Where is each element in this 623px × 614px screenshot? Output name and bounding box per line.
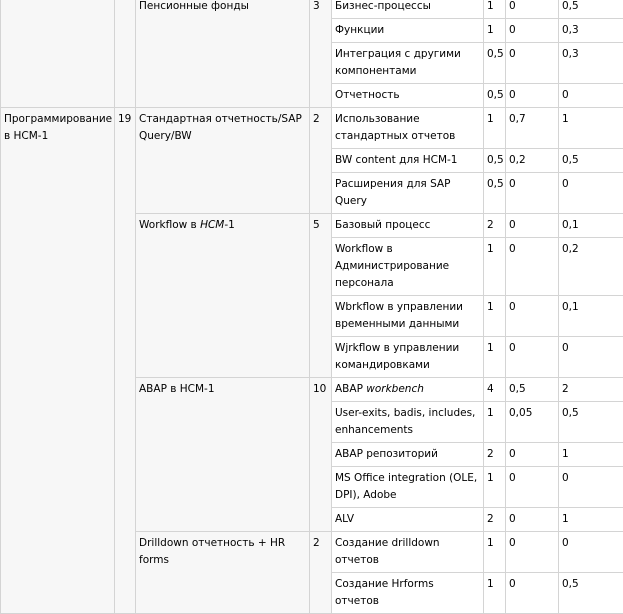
- value-a: 1: [484, 573, 506, 614]
- section-hours: 2: [310, 532, 332, 614]
- value-c: 0,1: [559, 296, 623, 337]
- topic-name: MS Office integration (OLE, DPI), Adobe: [332, 467, 484, 508]
- topic-name: Функции: [332, 19, 484, 43]
- value-b: 0: [506, 43, 559, 84]
- section-name-suffix: -1: [224, 219, 234, 231]
- topic-name: Wjrkflow в управлении командировками: [332, 337, 484, 378]
- value-b: 0: [506, 173, 559, 214]
- value-c: 0: [559, 337, 623, 378]
- value-a: 1: [484, 19, 506, 43]
- value-b: 0: [506, 508, 559, 532]
- module-name: Программирование в HCM-1: [1, 108, 115, 614]
- section-name: Drilldown отчетность + HR forms: [136, 532, 310, 614]
- value-b: 0: [506, 19, 559, 43]
- topic-name: ABAP репозиторий: [332, 443, 484, 467]
- module-hours-empty: [115, 0, 136, 108]
- value-a: 2: [484, 508, 506, 532]
- topic-name: ALV: [332, 508, 484, 532]
- value-b: 0: [506, 238, 559, 296]
- value-a: 2: [484, 214, 506, 238]
- value-c: 0,2: [559, 238, 623, 296]
- value-c: 0,5: [559, 0, 623, 19]
- section-name: Пенсионные фонды: [136, 0, 310, 108]
- value-b: 0,2: [506, 149, 559, 173]
- topic-name: User-exits, badis, includes, enhancements: [332, 402, 484, 443]
- value-c: 0,3: [559, 19, 623, 43]
- value-a: 1: [484, 467, 506, 508]
- value-c: 1: [559, 443, 623, 467]
- value-c: 0: [559, 173, 623, 214]
- value-c: 0,5: [559, 149, 623, 173]
- topic-prefix: ABAP: [335, 383, 366, 395]
- topic-name: [332, 378, 484, 402]
- value-b: 0,5: [506, 378, 559, 402]
- value-b: 0: [506, 84, 559, 108]
- topic-name: Интеграция с другими компонентами: [332, 43, 484, 84]
- section-hours: 3: [310, 0, 332, 108]
- topic-name: Базовый процесс: [332, 214, 484, 238]
- value-a: 1: [484, 402, 506, 443]
- value-c: 0,1: [559, 214, 623, 238]
- value-c: 0,5: [559, 402, 623, 443]
- section-hours: 5: [310, 214, 332, 378]
- section-name: Стандартная отчетность/SAP Query/BW: [136, 108, 310, 214]
- value-b: 0,05: [506, 402, 559, 443]
- table-row: [1, 108, 623, 149]
- topic-name: Использование стандартных отчетов: [332, 108, 484, 149]
- value-a: 1: [484, 296, 506, 337]
- value-b: 0: [506, 337, 559, 378]
- value-a: 2: [484, 443, 506, 467]
- value-b: 0: [506, 532, 559, 573]
- value-c: 0: [559, 84, 623, 108]
- module-hours: 19: [115, 108, 136, 614]
- topic-name: Workflow в Администрирование персонала: [332, 238, 484, 296]
- value-a: 1: [484, 337, 506, 378]
- value-a: 0,5: [484, 173, 506, 214]
- section-name: [136, 214, 310, 378]
- topic-name: Wbrkflow в управлении временными данными: [332, 296, 484, 337]
- value-c: 0: [559, 532, 623, 573]
- topic-emphasis: workbench: [366, 383, 424, 395]
- value-b: 0: [506, 296, 559, 337]
- value-b: 0: [506, 0, 559, 19]
- value-b: 0: [506, 573, 559, 614]
- value-a: 0,5: [484, 149, 506, 173]
- value-c: 0,3: [559, 43, 623, 84]
- value-a: 0,5: [484, 43, 506, 84]
- section-hours: 10: [310, 378, 332, 532]
- value-c: 0,5: [559, 573, 623, 614]
- topic-name: Создание Hrforms отчетов: [332, 573, 484, 614]
- value-b: 0: [506, 443, 559, 467]
- value-a: 1: [484, 108, 506, 149]
- value-a: 0,5: [484, 84, 506, 108]
- value-c: 1: [559, 508, 623, 532]
- value-a: 1: [484, 238, 506, 296]
- topic-name: Расширения для SAP Query: [332, 173, 484, 214]
- value-a: 1: [484, 532, 506, 573]
- value-c: 1: [559, 108, 623, 149]
- value-b: 0: [506, 467, 559, 508]
- value-b: 0: [506, 214, 559, 238]
- value-c: 0: [559, 467, 623, 508]
- topic-name: Бизнес-процессы: [332, 0, 484, 19]
- value-b: 0,7: [506, 108, 559, 149]
- section-name-emphasis: HCM: [200, 219, 224, 231]
- section-name: ABAP в HCM-1: [136, 378, 310, 532]
- section-name-prefix: Workflow в: [139, 219, 200, 231]
- topic-name: BW content для HCM-1: [332, 149, 484, 173]
- topic-name: Создание drilldown отчетов: [332, 532, 484, 573]
- value-a: 4: [484, 378, 506, 402]
- table-row: [1, 0, 623, 19]
- value-a: 1: [484, 0, 506, 19]
- topic-name: Отчетность: [332, 84, 484, 108]
- module-cell-empty: [1, 0, 115, 108]
- section-hours: 2: [310, 108, 332, 214]
- value-c: 2: [559, 378, 623, 402]
